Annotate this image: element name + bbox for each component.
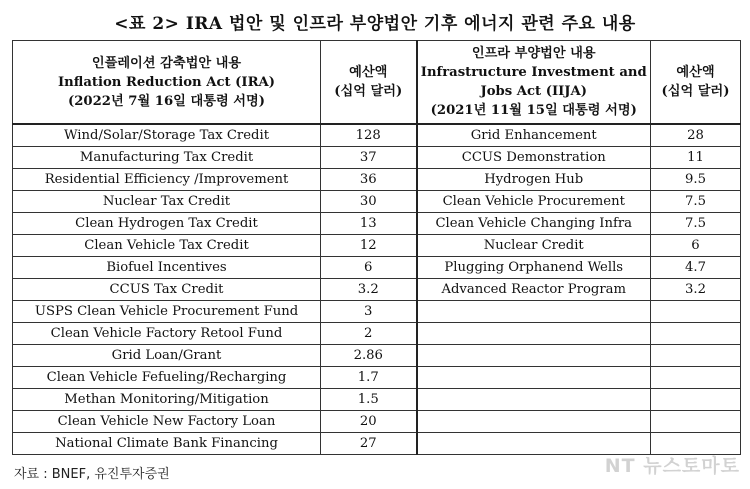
header-ira-budget bbox=[321, 41, 417, 125]
ira-value-cell: 30 bbox=[321, 191, 417, 213]
ira-value-cell: 37 bbox=[321, 147, 417, 169]
ira-value-cell: 12 bbox=[321, 235, 417, 257]
table-body bbox=[13, 124, 741, 455]
header-ira bbox=[13, 41, 321, 125]
ira-value-cell: 13 bbox=[321, 213, 417, 235]
ira-value-cell: 2.86 bbox=[321, 345, 417, 367]
ira-item-cell: Clean Vehicle Tax Credit bbox=[13, 235, 321, 257]
ira-item-cell: Clean Vehicle Fefueling/Recharging bbox=[13, 367, 321, 389]
table-row bbox=[13, 147, 741, 169]
iija-item-cell: Grid Enhancement bbox=[417, 124, 651, 147]
header-row bbox=[13, 41, 741, 125]
header-ira-line2: Inflation Reduction Act (IRA) bbox=[57, 74, 275, 90]
iija-value-cell: 7.5 bbox=[651, 213, 741, 235]
header-ira-budget-line2: (십억 달러) bbox=[334, 84, 403, 99]
table-row bbox=[13, 323, 741, 345]
iija-value-cell: 28 bbox=[651, 124, 741, 147]
header-iija-budget bbox=[651, 41, 741, 125]
ira-item-cell: Grid Loan/Grant bbox=[13, 345, 321, 367]
ira-value-cell: 2 bbox=[321, 323, 417, 345]
source-note: 자료 : BNEF, 유진투자증권 bbox=[14, 467, 170, 482]
ira-item-cell: National Climate Bank Financing bbox=[13, 433, 321, 455]
ira-item-cell: Wind/Solar/Storage Tax Credit bbox=[13, 124, 321, 147]
iija-item-cell bbox=[417, 367, 651, 389]
ira-item-cell: CCUS Tax Credit bbox=[13, 279, 321, 301]
iija-item-cell: Advanced Reactor Program bbox=[417, 279, 651, 301]
iija-value-cell: 11 bbox=[651, 147, 741, 169]
header-ira-line1: 인플레이션 감축법안 내용 bbox=[91, 55, 242, 71]
table-row bbox=[13, 279, 741, 301]
header-iija-line1: 인프라 부양법안 내용 bbox=[471, 46, 596, 61]
table-row bbox=[13, 257, 741, 279]
iija-value-cell: 7.5 bbox=[651, 191, 741, 213]
header-iija-budget-line1: 예산액 bbox=[676, 65, 715, 80]
header-ira-budget-line1: 예산액 bbox=[349, 65, 388, 80]
iija-item-cell: Hydrogen Hub bbox=[417, 169, 651, 191]
iija-item-cell: Plugging Orphanend Wells bbox=[417, 257, 651, 279]
table-row bbox=[13, 124, 741, 147]
iija-value-cell: 9.5 bbox=[651, 169, 741, 191]
header-iija-line4: (2021년 11월 15일 대통령 서명) bbox=[430, 103, 637, 118]
ira-value-cell: 36 bbox=[321, 169, 417, 191]
iija-item-cell bbox=[417, 323, 651, 345]
iija-item-cell: Clean Vehicle Changing Infra bbox=[417, 213, 651, 235]
ira-item-cell: Biofuel Incentives bbox=[13, 257, 321, 279]
header-ira-line3: (2022년 7월 16일 대통령 서명) bbox=[68, 93, 265, 109]
iija-value-cell bbox=[651, 345, 741, 367]
ira-value-cell: 1.7 bbox=[321, 367, 417, 389]
watermark-logo: NT 뉴스토마토 bbox=[604, 455, 740, 477]
ira-value-cell: 6 bbox=[321, 257, 417, 279]
ira-item-cell: Clean Vehicle New Factory Loan bbox=[13, 411, 321, 433]
header-iija-line3: Jobs Act (IIJA) bbox=[480, 84, 587, 99]
budget-table bbox=[12, 40, 741, 455]
iija-value-cell bbox=[651, 367, 741, 389]
ira-value-cell: 3 bbox=[321, 301, 417, 323]
table-row bbox=[13, 367, 741, 389]
iija-value-cell bbox=[651, 411, 741, 433]
table-row bbox=[13, 389, 741, 411]
table-row bbox=[13, 191, 741, 213]
iija-item-cell: Nuclear Credit bbox=[417, 235, 651, 257]
ira-value-cell: 128 bbox=[321, 124, 417, 147]
iija-value-cell bbox=[651, 301, 741, 323]
iija-value-cell: 4.7 bbox=[651, 257, 741, 279]
ira-item-cell: Clean Hydrogen Tax Credit bbox=[13, 213, 321, 235]
table-row bbox=[13, 169, 741, 191]
iija-item-cell bbox=[417, 301, 651, 323]
header-iija bbox=[417, 41, 651, 125]
table-row bbox=[13, 235, 741, 257]
iija-value-cell bbox=[651, 323, 741, 345]
table-title: <표 2> IRA 법안 및 인프라 부양법안 기후 에너지 관련 주요 내용 bbox=[114, 14, 636, 34]
ira-item-cell: Clean Vehicle Factory Retool Fund bbox=[13, 323, 321, 345]
iija-value-cell: 3.2 bbox=[651, 279, 741, 301]
ira-item-cell: USPS Clean Vehicle Procurement Fund bbox=[13, 301, 321, 323]
iija-item-cell bbox=[417, 345, 651, 367]
iija-item-cell: CCUS Demonstration bbox=[417, 147, 651, 169]
header-iija-line2: Infrastructure Investment and bbox=[420, 65, 647, 80]
ira-item-cell: Manufacturing Tax Credit bbox=[13, 147, 321, 169]
iija-value-cell bbox=[651, 389, 741, 411]
table-row bbox=[13, 301, 741, 323]
iija-item-cell bbox=[417, 389, 651, 411]
ira-item-cell: Nuclear Tax Credit bbox=[13, 191, 321, 213]
ira-value-cell: 20 bbox=[321, 411, 417, 433]
ira-item-cell: Residential Efficiency /Improvement bbox=[13, 169, 321, 191]
table-row bbox=[13, 411, 741, 433]
header-iija-budget-line2: (십억 달러) bbox=[661, 84, 730, 99]
iija-value-cell: 6 bbox=[651, 235, 741, 257]
iija-item-cell bbox=[417, 411, 651, 433]
ira-item-cell: Methan Monitoring/Mitigation bbox=[13, 389, 321, 411]
table-row bbox=[13, 213, 741, 235]
ira-value-cell: 27 bbox=[321, 433, 417, 455]
ira-value-cell: 1.5 bbox=[321, 389, 417, 411]
table-row bbox=[13, 345, 741, 367]
ira-value-cell: 3.2 bbox=[321, 279, 417, 301]
iija-item-cell: Clean Vehicle Procurement bbox=[417, 191, 651, 213]
